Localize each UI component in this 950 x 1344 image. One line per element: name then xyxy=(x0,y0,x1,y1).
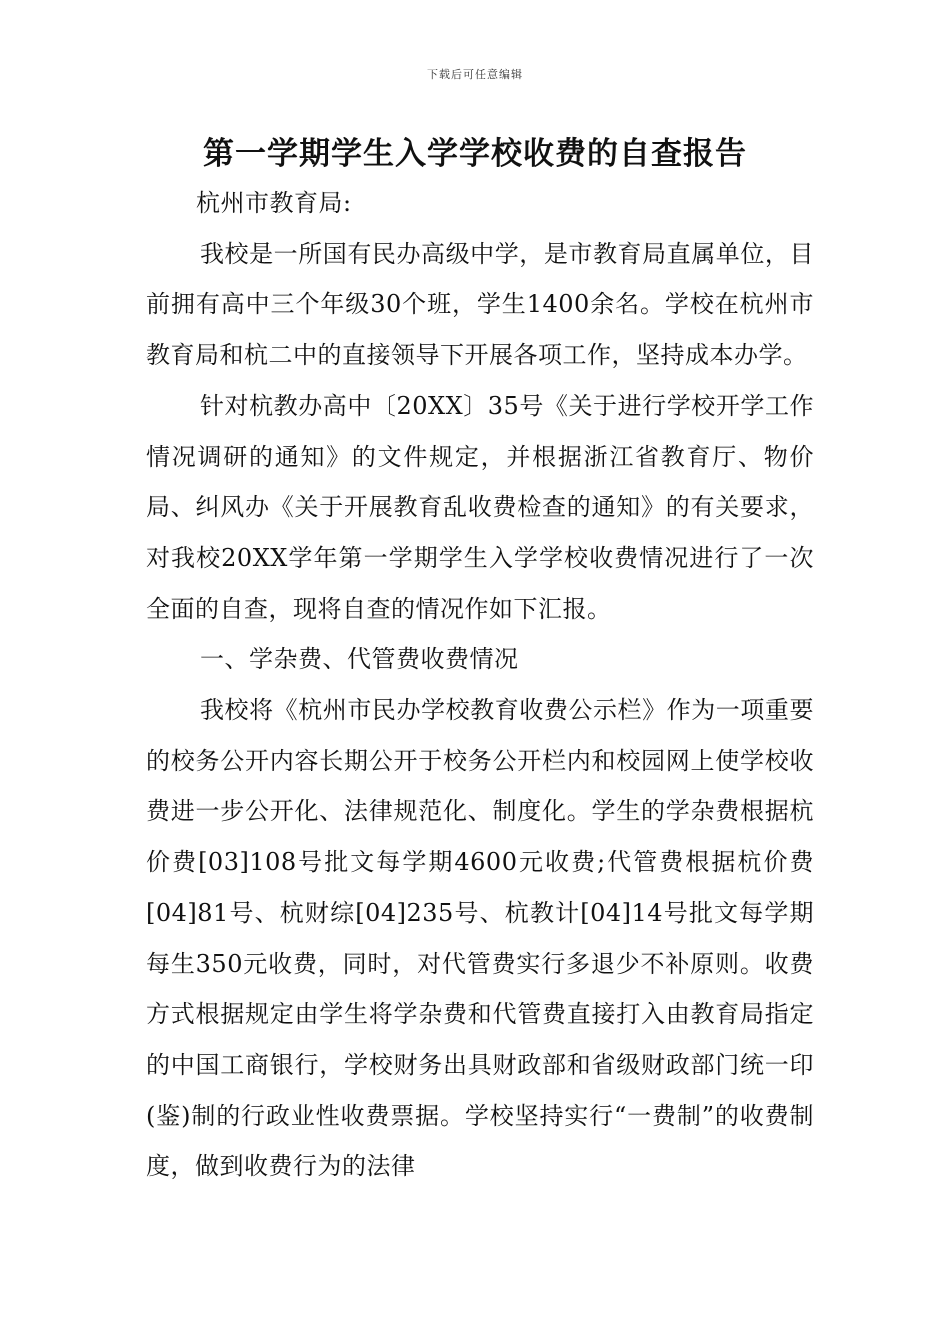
section-heading-fees: 一、学杂费、代管费收费情况 xyxy=(200,645,519,674)
paragraph-fees: 我校将《杭州市民办学校教育收费公示栏》作为一项重要的校务公开内容长期公开于校务公开栏内和校园网上使学校收费进一步公开化、法律规范化、制度化。学生的学杂费根据杭价费[03]108号批文每学期4600元收费;代管费根据杭价费[04]81号、杭财综[04]235号、杭教计[04]14号批文每学期每生350元收费，同时，对代管费实行多退少不补原则。收费方式根据规定由学生将学杂费和代管费直接打入由教育局指定的中国工商银行，学校财务出具财政部和省级财政部门统一印(鉴)制的行政业性收费票据。学校坚持实行“一费制”的收费制度，做到收费行为的法律 xyxy=(146,696,814,1181)
document-body xyxy=(146,178,814,1192)
paragraph-basis: 针对杭教办高中〔20XX〕35号《关于进行学校开学工作情况调研的通知》的文件规定，并根据浙江省教育厅、物价局、纠风办《关于开展教育乱收费检查的通知》的有关要求，对我校20XX学年第一学期学生入学学校收费情况进行了一次全面的自查，现将自查的情况作如下汇报。 xyxy=(146,391,814,623)
paragraph-intro: 我校是一所国有民办高级中学，是市教育局直属单位，目前拥有高中三个年级30个班，学生1400余名。学校在杭州市教育局和杭二中的直接领导下开展各项工作，坚持成本办学。 xyxy=(146,239,814,370)
document-title: 第一学期学生入学学校收费的自查报告 xyxy=(203,136,747,172)
salutation: 杭州市教育局: xyxy=(196,189,352,217)
page-header-note: 下载后可任意编辑 xyxy=(427,68,523,81)
